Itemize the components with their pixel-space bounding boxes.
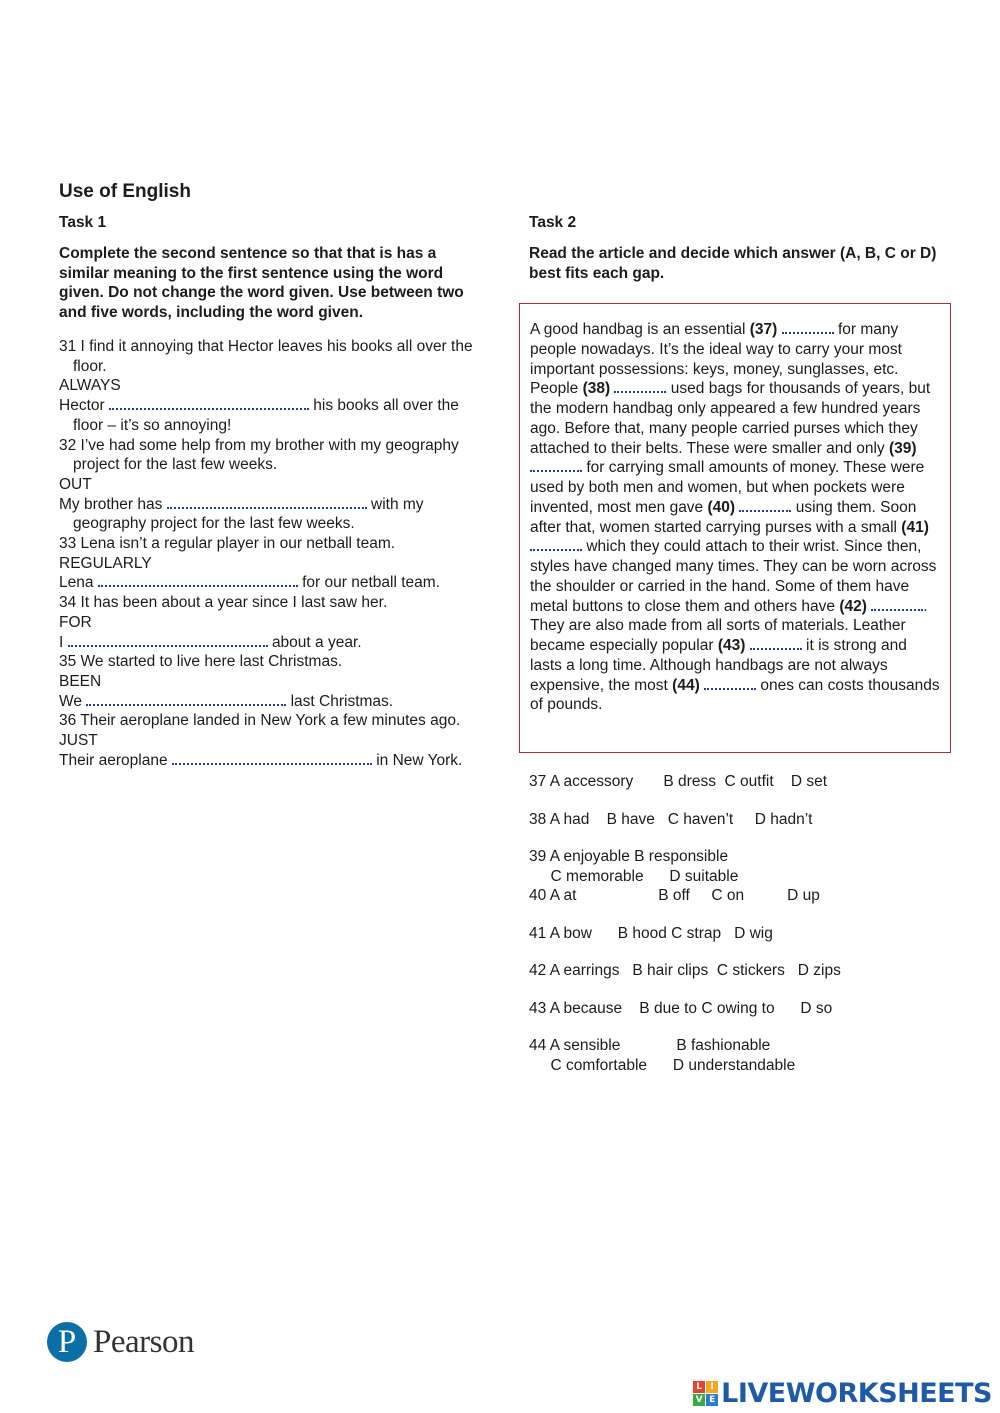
gap-44[interactable] bbox=[704, 676, 756, 690]
answer-options bbox=[529, 772, 959, 1075]
article-text: used bags for thousands of years, but the modern handbag only appeared a few hundred years ago. Before that, many people carried purses which they attached to their belts. These were smaller and only bbox=[530, 380, 931, 457]
article-text: ones can costs thousands of pounds. bbox=[530, 676, 940, 714]
liveworksheets-badge-icon bbox=[693, 1381, 718, 1406]
answer-line bbox=[59, 495, 489, 534]
question-33 bbox=[59, 534, 489, 593]
task1-title: Task 1 bbox=[59, 214, 107, 231]
badge-letter: V bbox=[693, 1394, 705, 1406]
badge-letter: L bbox=[693, 1381, 705, 1393]
gap-36[interactable] bbox=[172, 751, 372, 765]
keyword: BEEN bbox=[59, 672, 102, 690]
answer-after: about a year. bbox=[271, 633, 362, 651]
answer-before: Hector bbox=[59, 397, 105, 415]
gap-number-38: (38) bbox=[582, 380, 611, 398]
article-text: using them. Soon after that, women started carrying purses with a small bbox=[530, 498, 917, 536]
gap-37[interactable] bbox=[782, 320, 834, 334]
gap-number-42: (42) bbox=[839, 597, 867, 615]
answer-after: his books all over the floor – it’s so annoying! bbox=[73, 397, 459, 434]
options-37: 37 A accessory B dress C outfit D set bbox=[529, 773, 828, 790]
badge-letter: I bbox=[706, 1381, 718, 1393]
gap-33[interactable] bbox=[98, 573, 298, 587]
keyword: ALWAYS bbox=[59, 377, 121, 395]
gap-number-44: (44) bbox=[672, 676, 700, 694]
question-35 bbox=[59, 652, 489, 711]
answer-before: We bbox=[59, 692, 82, 710]
question-prompt: 35 We started to live here last Christmas. bbox=[59, 653, 343, 671]
pearson-mark-icon: P bbox=[47, 1322, 87, 1362]
answer-line bbox=[59, 692, 489, 712]
gap-43[interactable] bbox=[750, 636, 802, 650]
answer-before: Their aeroplane bbox=[59, 751, 168, 769]
answer-line bbox=[59, 633, 489, 653]
gap-number-37: (37) bbox=[749, 321, 778, 338]
gap-32[interactable] bbox=[167, 495, 367, 509]
options-38: 38 A had B have C haven’t D hadn’t bbox=[529, 810, 813, 828]
task2-title: Task 2 bbox=[529, 214, 577, 231]
answer-line bbox=[59, 396, 489, 435]
answer-after: in New York. bbox=[376, 751, 463, 769]
question-prompt: 34 It has been about a year since I last saw her. bbox=[59, 594, 388, 612]
gap-number-40: (40) bbox=[707, 498, 736, 516]
keyword: OUT bbox=[59, 475, 92, 493]
question-32 bbox=[59, 436, 489, 535]
article-text: it is strong and lasts a long time. Although handbags are not always expensive, the most bbox=[530, 637, 907, 694]
pearson-wordmark: Pearson bbox=[93, 1323, 194, 1360]
question-prompt: 33 Lena isn’t a regular player in our netball team. bbox=[59, 535, 396, 553]
keyword: FOR bbox=[59, 613, 92, 631]
options-39: 39 A enjoyable B responsible C memorable D suitable bbox=[529, 848, 739, 885]
task1-section bbox=[59, 214, 489, 770]
page-heading: Use of English bbox=[59, 181, 191, 202]
answer-before: My brother has bbox=[59, 495, 163, 513]
article-text: A good handbag is an essential bbox=[530, 321, 746, 338]
answer-before: I bbox=[59, 633, 64, 651]
gap-34[interactable] bbox=[68, 633, 268, 647]
answer-line bbox=[59, 751, 489, 771]
article-text: for carrying small amounts of money. These were used by both men and women, but when pockets were invented, most men gave bbox=[530, 459, 925, 516]
answer-before: Lena bbox=[59, 574, 94, 592]
keyword: JUST bbox=[59, 732, 98, 750]
task1-instruction: Complete the second sentence so that that is has a similar meaning to the first sentence using the word given. Do not change the word given. Use between two and five words, including the word given. bbox=[59, 245, 464, 321]
question-36 bbox=[59, 711, 489, 770]
gap-39[interactable] bbox=[530, 458, 582, 472]
question-prompt: 36 Their aeroplane landed in New York a few minutes ago. bbox=[59, 712, 461, 730]
gap-35[interactable] bbox=[86, 692, 286, 706]
gap-38[interactable] bbox=[614, 379, 666, 393]
liveworksheets-watermark bbox=[693, 1378, 992, 1409]
gap-42[interactable] bbox=[871, 597, 923, 611]
badge-letter: E bbox=[706, 1394, 718, 1406]
options-44: 44 A sensible B fashionable C comfortable D understandable bbox=[529, 1037, 796, 1074]
answer-after: for our netball team. bbox=[302, 574, 440, 592]
question-prompt: 31 I find it annoying that Hector leaves his books all over the floor. bbox=[59, 338, 473, 375]
question-prompt: 32 I’ve had some help from my brother with my geography project for the last few weeks. bbox=[59, 436, 459, 474]
gap-41[interactable] bbox=[530, 537, 582, 551]
article-text: . They are also made from all sorts of materials. Leather became especially popular bbox=[530, 597, 928, 654]
question-31 bbox=[59, 337, 489, 436]
gap-number-41: (41) bbox=[901, 518, 929, 536]
options-42: 42 A earrings B hair clips C stickers D zips bbox=[529, 962, 841, 979]
article-text: for many people nowadays. It’s the ideal way to carry your most important possessions: keys, money, sunglasses, etc. People bbox=[530, 321, 902, 398]
answer-line bbox=[59, 573, 489, 593]
gap-number-39: (39) bbox=[889, 439, 917, 457]
gap-40[interactable] bbox=[739, 498, 791, 512]
keyword: REGULARLY bbox=[59, 554, 152, 572]
task2-instruction: Read the article and decide which answer (A, B, C or D) best fits each gap. bbox=[529, 245, 937, 282]
answer-after: with my geography project for the last few weeks. bbox=[73, 495, 424, 533]
options-40: 40 A at B off C on D up bbox=[529, 887, 820, 904]
answer-after: last Christmas. bbox=[290, 692, 394, 710]
article-text: which they could attach to their wrist. Since then, styles have changed many times. They can be worn across the shoulder or carried in the hand. Some of them have metal buttons to close them and others have bbox=[530, 538, 937, 615]
article-box bbox=[519, 303, 951, 753]
pearson-logo bbox=[47, 1322, 194, 1362]
liveworksheets-text: LIVEWORKSHEETS bbox=[721, 1378, 992, 1409]
options-43: 43 A because B due to C owing to D so bbox=[529, 999, 833, 1017]
gap-number-43: (43) bbox=[717, 637, 746, 654]
gap-31[interactable] bbox=[109, 396, 309, 410]
question-34 bbox=[59, 593, 489, 652]
task2-section bbox=[529, 214, 959, 283]
options-41: 41 A bow B hood C strap D wig bbox=[529, 924, 773, 942]
